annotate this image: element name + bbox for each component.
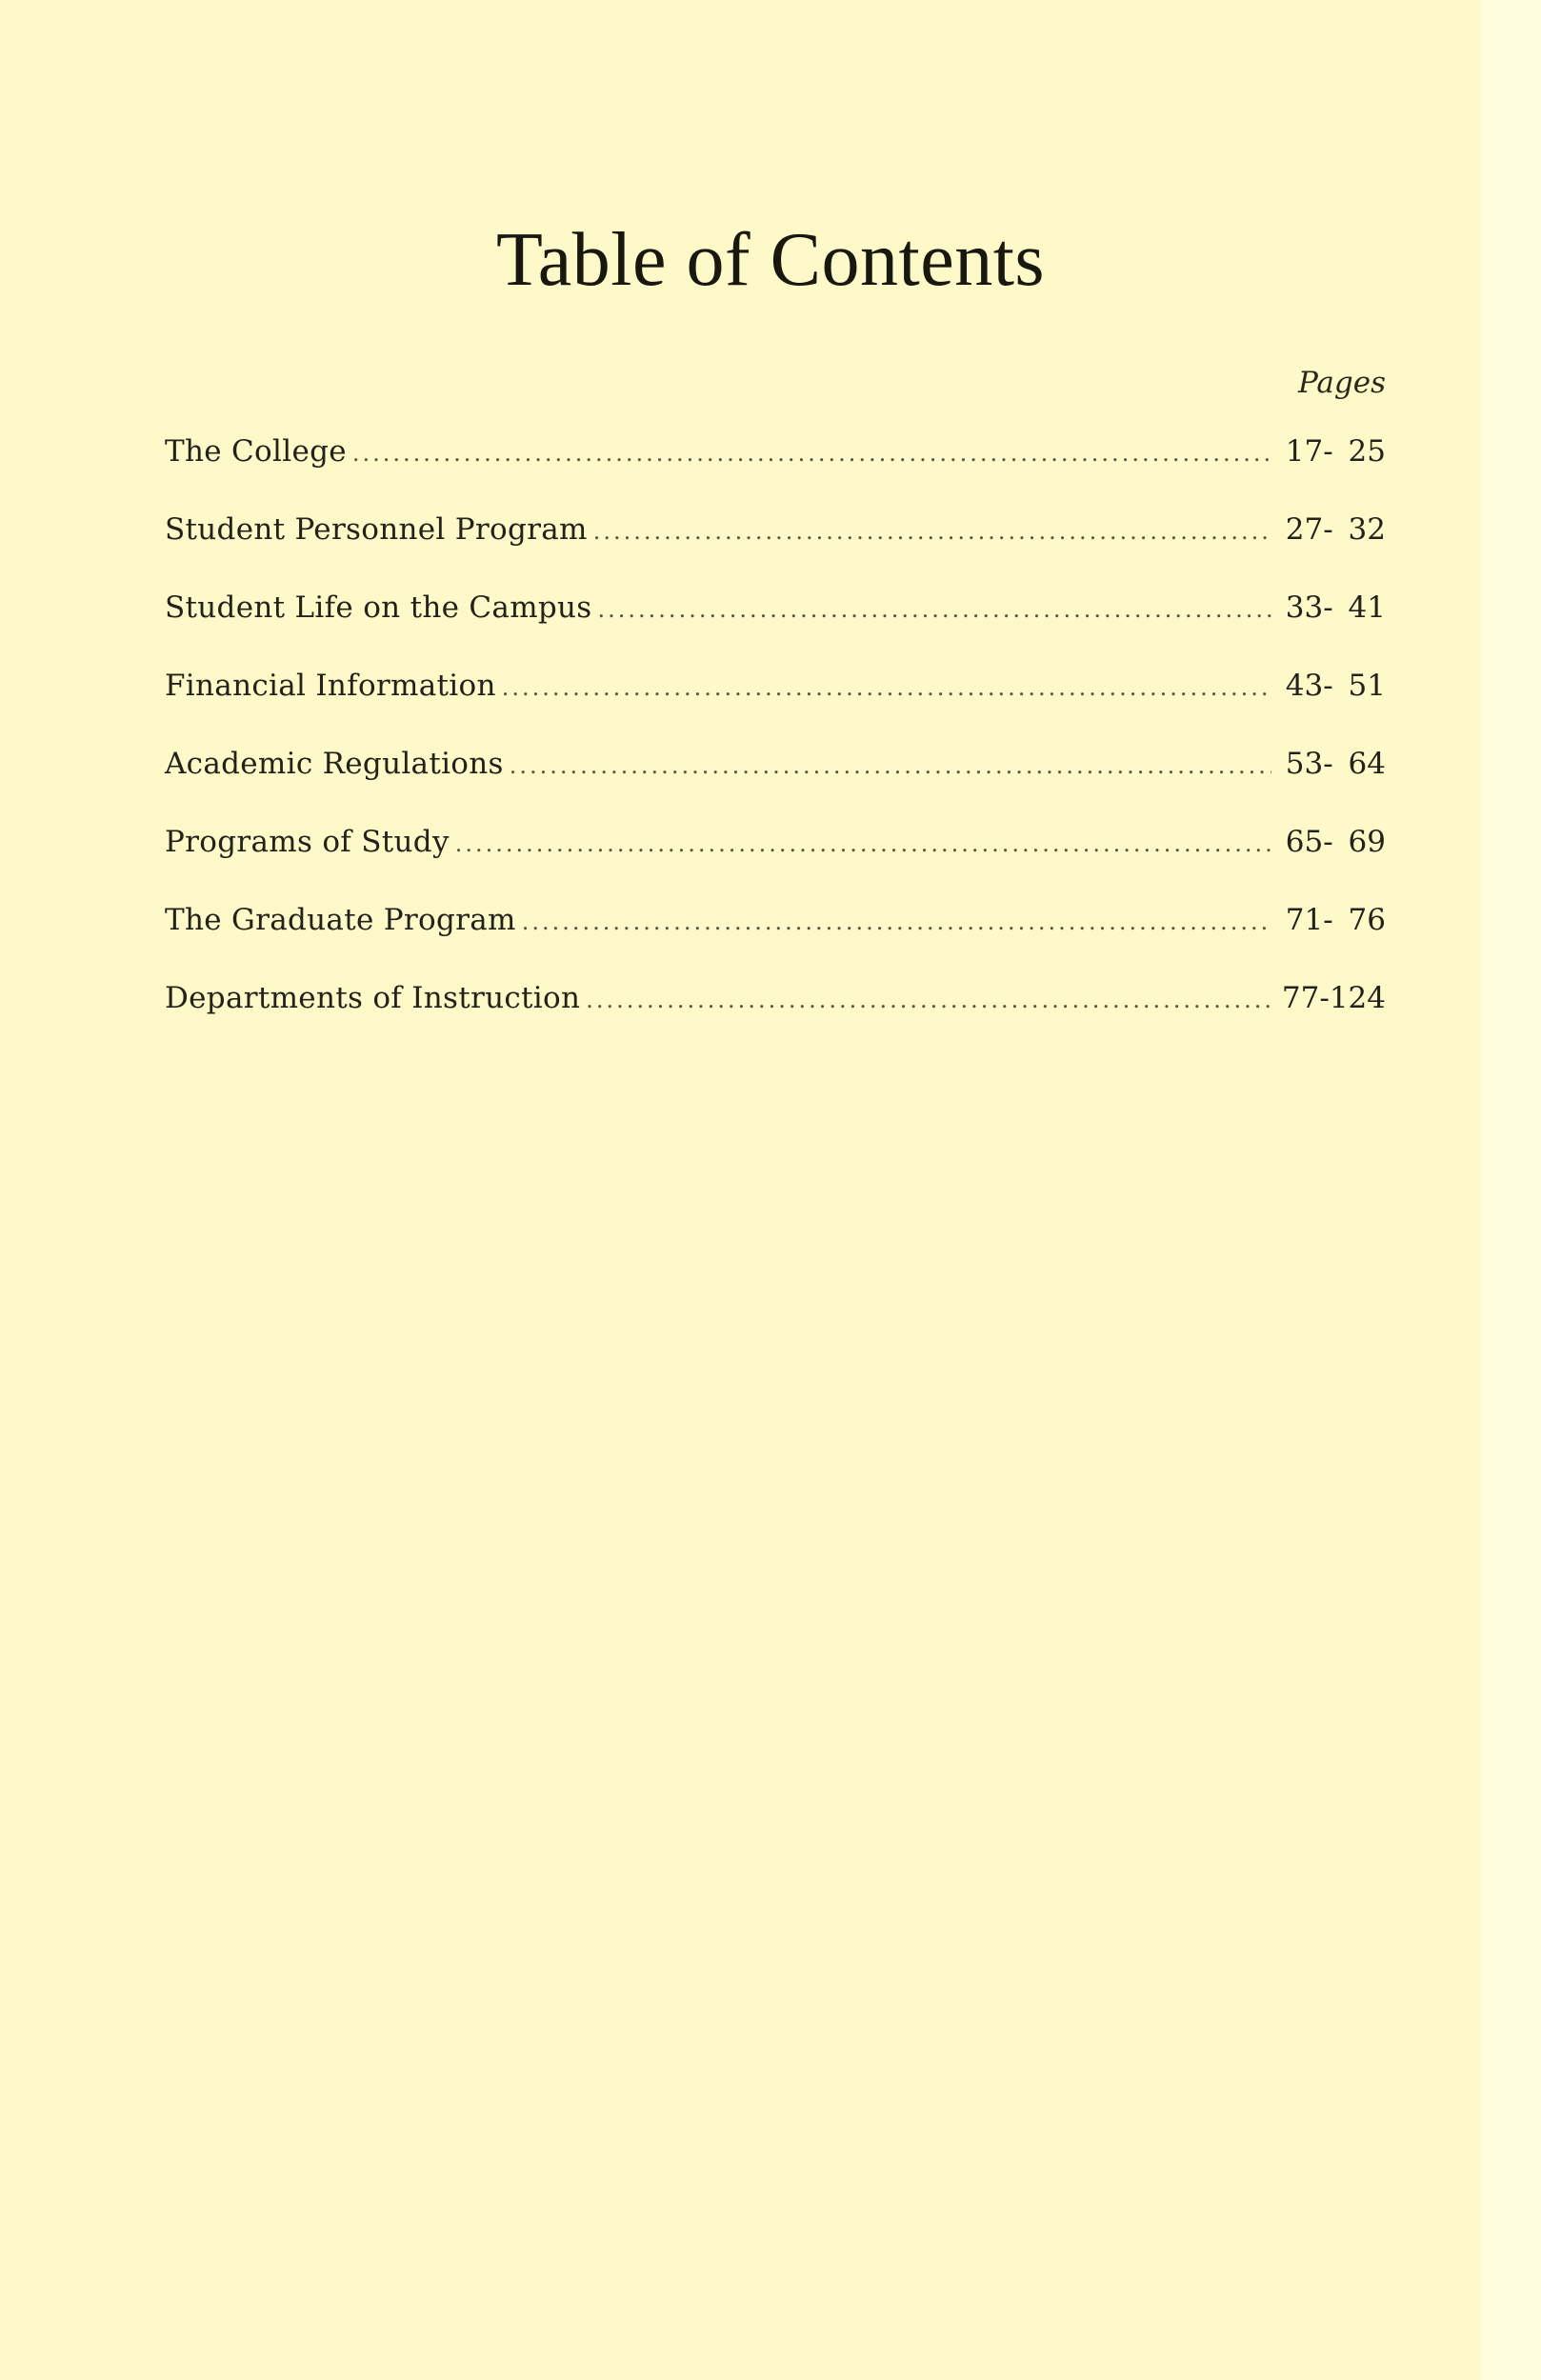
toc-entry-pages: 27- 32 [1285, 512, 1386, 547]
toc-entry-pages: 65- 69 [1285, 825, 1386, 859]
dot-leader [352, 440, 1271, 467]
toc-entry [165, 669, 1386, 747]
toc-entry-label: The College [165, 434, 347, 469]
dot-leader [598, 596, 1271, 623]
scan-margin [1481, 0, 1541, 2380]
toc-entry [165, 747, 1386, 825]
toc-entry [165, 903, 1386, 981]
dot-leader [455, 830, 1271, 857]
dot-leader [586, 987, 1271, 1013]
dot-leader [502, 674, 1271, 701]
toc-entry-label: Student Life on the Campus [165, 590, 592, 625]
toc-entry-label: Financial Information [165, 669, 496, 703]
toc-entry-pages: 77-124 [1281, 981, 1386, 1015]
dot-leader [593, 518, 1271, 545]
toc-entry-pages: 17- 25 [1285, 434, 1386, 469]
toc-entry-label: Departments of Instruction [165, 981, 581, 1015]
toc-entry-label: Academic Regulations [165, 747, 504, 781]
toc-entry [165, 590, 1386, 669]
toc-entry [165, 512, 1386, 590]
dot-leader [522, 909, 1271, 935]
toc-entry-pages: 33- 41 [1285, 590, 1386, 625]
toc-entry-pages: 71- 76 [1285, 903, 1386, 937]
pages-column-header: Pages [1297, 366, 1386, 400]
toc-entry [165, 825, 1386, 903]
toc-entry-pages: 43- 51 [1285, 669, 1386, 703]
toc-entry-label: The Graduate Program [165, 903, 516, 937]
page-title: Table of Contents [495, 218, 1046, 302]
toc-entry-pages: 53- 64 [1285, 747, 1386, 781]
toc-list [165, 434, 1386, 1059]
toc-entry-label: Student Personnel Program [165, 512, 588, 547]
toc-entry [165, 981, 1386, 1059]
toc-entry-label: Programs of Study [165, 825, 450, 859]
dot-leader [510, 752, 1271, 779]
toc-entry [165, 434, 1386, 512]
